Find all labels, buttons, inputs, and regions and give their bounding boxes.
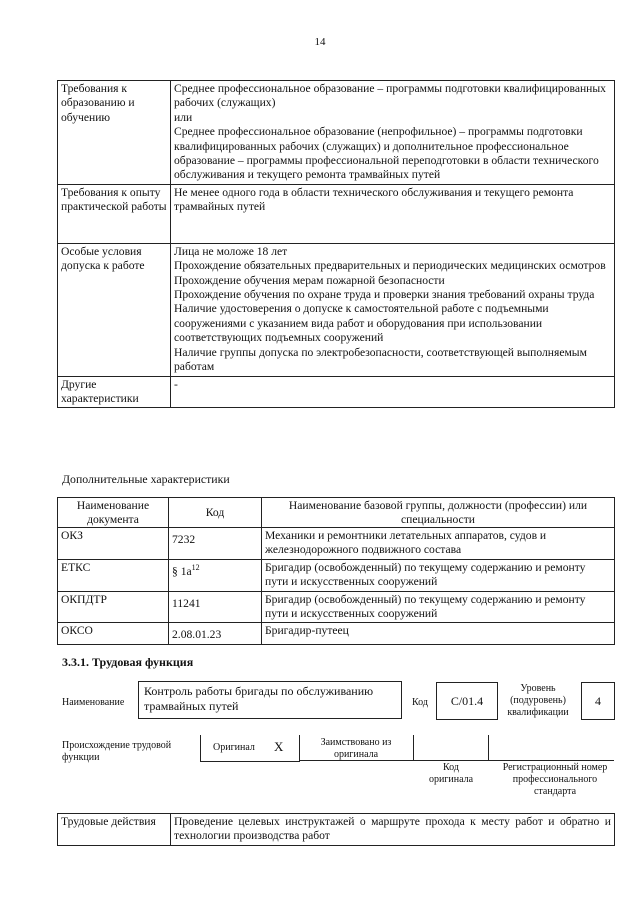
code-cell (169, 623, 262, 644)
table-row (58, 376, 615, 408)
table-header-row (58, 498, 615, 528)
function-code-label: Код (412, 697, 428, 708)
name-cell: Механики и ремонтники летательных аппаратов, судов и железнодорожного подвижного состава (262, 528, 615, 560)
row-value (171, 184, 615, 243)
code-text: 2.08.01.23 (172, 628, 222, 642)
row-label: Требования к образованию и обучению (58, 81, 171, 185)
name-cell: Бригадир (освобожденный) по текущему содержанию и ремонту пути и искусственных сооружений (262, 591, 615, 623)
labor-actions-table (57, 813, 615, 846)
row-value: Проведение целевых инструктажей о маршруте прохода к месту работ и обратно и технологии производства работ (171, 814, 615, 846)
qualification-level-value: 4 (581, 682, 615, 720)
function-name-label: Наименование (62, 697, 125, 708)
code-text: 7232 (172, 532, 196, 546)
row-label: Трудовые действия (58, 814, 171, 846)
value-line: Лица не моложе 18 лет (174, 244, 288, 258)
row-value (171, 81, 615, 185)
code-text: § 1а (172, 564, 192, 578)
value-line: или (174, 110, 193, 124)
code-original-label: Код оригинала (428, 762, 474, 785)
origin-bottom-line (300, 760, 614, 761)
code-cell (169, 528, 262, 560)
origin-label: Происхождение трудовой функции (62, 740, 172, 763)
table-row (58, 559, 615, 591)
origin-original-label: Оригинал (213, 742, 255, 753)
code-text: 11241 (172, 596, 201, 610)
value-line: Прохождение обучения мерам пожарной безопасности (174, 273, 445, 287)
row-label: Особые условия допуска к работе (58, 243, 171, 376)
column-header: Наименование документа (58, 498, 169, 528)
page-number: 14 (314, 36, 326, 48)
row-value (171, 243, 615, 376)
code-cell (169, 591, 262, 623)
table-row (58, 623, 615, 644)
name-cell: Бригадир (освобожденный) по текущему содержанию и ремонту пути и искусственных сооружений (262, 559, 615, 591)
value-line: Наличие удостоверения о допуске к самостоятельной работе с подъемными сооружениями с указанием вида работ и оборудования при использовании соответствующих подъемных сооружений (174, 302, 549, 345)
origin-divider (488, 735, 489, 761)
origin-divider (299, 735, 300, 761)
doc-cell: ОКСО (58, 623, 169, 644)
function-title: 3.3.1. Трудовая функция (62, 655, 194, 669)
doc-cell: ОКПДТР (58, 591, 169, 623)
origin-original-mark: Х (274, 739, 284, 754)
function-code-value: С/01.4 (436, 682, 498, 720)
value-line: Прохождение обязательных предварительных и периодических медицинских осмотров (174, 259, 606, 273)
row-value (171, 376, 615, 408)
origin-borrowed-label: Заимствовано из оригинала (320, 737, 392, 760)
table-row (58, 814, 615, 846)
table-row (58, 243, 615, 376)
value-line: Прохождение обучения по охране труда и проверки знания требований охраны труда (174, 288, 595, 302)
table-row (58, 184, 615, 243)
row-label: Другие характеристики (58, 376, 171, 408)
requirements-table (57, 80, 615, 408)
code-superscript: 12 (191, 562, 200, 572)
table-row (58, 528, 615, 560)
qualification-level-label: Уровень (подуровень) квалификации (507, 683, 569, 718)
table-row (58, 81, 615, 185)
value-line: Среднее профессиональное образование (непрофильное) – программы подготовки квалифицированных рабочих (служащих) и дополнительное профессиональное образование – программы профессиональной переподготовки в области технического обслуживания и текущего ремонта трамвайных путей (174, 125, 599, 182)
value-line: Среднее профессиональное образование – программы подготовки квалифицированных рабочих (служащих) (174, 82, 606, 110)
name-cell: Бригадир-путеец (262, 623, 615, 644)
additional-characteristics-title: Дополнительные характеристики (62, 472, 230, 486)
reg-number-label: Регистрационный номер профессионального стандарта (502, 762, 608, 797)
value-line: Не менее одного года в области технического обслуживания и текущего ремонта трамвайных путей (174, 185, 574, 214)
code-cell (169, 559, 262, 591)
value-line: Наличие группы допуска по электробезопасности, соответствующей выполняемым работам (174, 345, 587, 374)
row-label: Требования к опыту практической работы (58, 184, 171, 243)
table-row (58, 591, 615, 623)
function-name-value: Контроль работы бригады по обслуживанию трамвайных путей (138, 681, 402, 719)
doc-cell: ЕТКС (58, 559, 169, 591)
doc-cell: ОКЗ (58, 528, 169, 560)
additional-characteristics-table (57, 497, 615, 645)
origin-divider (413, 735, 414, 761)
column-header: Наименование базовой группы, должности (профессии) или специальности (262, 498, 615, 528)
column-header: Код (169, 498, 262, 528)
value-line: - (174, 377, 178, 391)
